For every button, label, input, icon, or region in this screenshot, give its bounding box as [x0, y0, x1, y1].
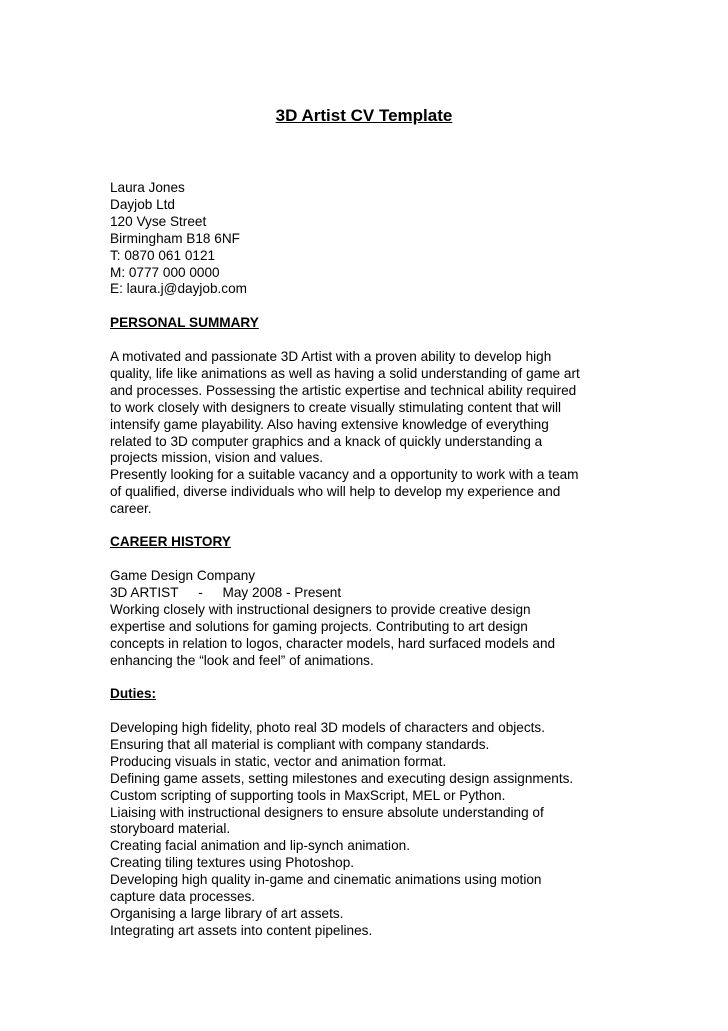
contact-city: Birmingham B18 6NF — [110, 230, 240, 246]
contact-name: Laura Jones — [110, 180, 185, 195]
employer-name: Game Design Company — [110, 568, 256, 583]
job-description-line: enhancing the “look and feel” of animations. — [110, 652, 374, 668]
summary-line: career. — [110, 501, 152, 517]
summary-line: Presently looking for a suitable vacancy and a opportunity to work with a team — [110, 467, 579, 483]
summary-line: to work closely with designers to create visually stimulating content that will — [110, 399, 562, 415]
career-history-body — [110, 568, 670, 669]
duty-item: Ensuring that all material is compliant with company standards. — [110, 736, 490, 752]
job-description-line: Working closely with instructional designers to provide creative design — [110, 601, 531, 617]
document-title: 3D Artist CV Template — [275, 106, 453, 125]
job-dates: May 2008 - Present — [222, 584, 342, 600]
duty-item: Creating tiling textures using Photoshop. — [110, 855, 355, 871]
contact-street: 120 Vyse Street — [110, 213, 207, 229]
summary-line: and processes. Possessing the artistic expertise and technical ability required — [110, 382, 577, 398]
duty-item: capture data processes. — [110, 889, 256, 905]
job-role: 3D ARTIST — [110, 584, 179, 600]
duties-section — [110, 686, 670, 703]
duty-item: Creating facial animation and lip-synch animation. — [110, 838, 410, 854]
personal-summary-heading: PERSONAL SUMMARY — [110, 315, 259, 330]
duty-item: Developing high fidelity, photo real 3D models of characters and objects. — [110, 720, 545, 735]
summary-line: projects mission, vision and values. — [110, 450, 324, 466]
duties-list — [110, 720, 670, 940]
summary-line: A motivated and passionate 3D Artist with a proven ability to develop high — [110, 349, 552, 364]
personal-summary-section — [110, 315, 670, 332]
duty-item: Organising a large library of art assets. — [110, 905, 344, 921]
duty-item: Producing visuals in static, vector and animation format. — [110, 753, 447, 769]
job-title-row — [110, 585, 670, 602]
contact-email: E: laura.j@dayjob.com — [110, 281, 247, 297]
job-description-line: expertise and solutions for gaming projects. Contributing to art design — [110, 618, 528, 634]
contact-phone: T: 0870 061 0121 — [110, 247, 216, 263]
summary-line: related to 3D computer graphics and a knack of quickly understanding a — [110, 433, 543, 449]
job-description-line: concepts in relation to logos, character models, hard surfaced models and — [110, 635, 556, 651]
duty-item: storyboard material. — [110, 821, 231, 837]
summary-line: intensify game playability. Also having extensive knowledge of everything — [110, 416, 549, 432]
contact-mobile: M: 0777 000 0000 — [110, 264, 220, 280]
duty-item: Developing high quality in-game and cinematic animations using motion — [110, 872, 542, 888]
duty-item: Integrating art assets into content pipelines. — [110, 922, 373, 938]
duty-item: Liaising with instructional designers to ensure absolute understanding of — [110, 804, 544, 820]
contact-company: Dayjob Ltd — [110, 196, 175, 212]
summary-line: quality, life like animations as well as having a solid understanding of game art — [110, 365, 580, 381]
job-separator: - — [198, 584, 203, 600]
personal-summary-body — [110, 349, 670, 518]
career-history-section — [110, 534, 670, 551]
duties-heading: Duties: — [110, 686, 157, 701]
duty-item: Defining game assets, setting milestones and executing design assignments. — [110, 770, 574, 786]
duty-item: Custom scripting of supporting tools in MaxScript, MEL or Python. — [110, 787, 506, 803]
contact-block — [110, 180, 670, 298]
career-history-heading: CAREER HISTORY — [110, 534, 231, 549]
summary-line: of qualified, diverse individuals who will help to develop my experience and — [110, 484, 561, 500]
